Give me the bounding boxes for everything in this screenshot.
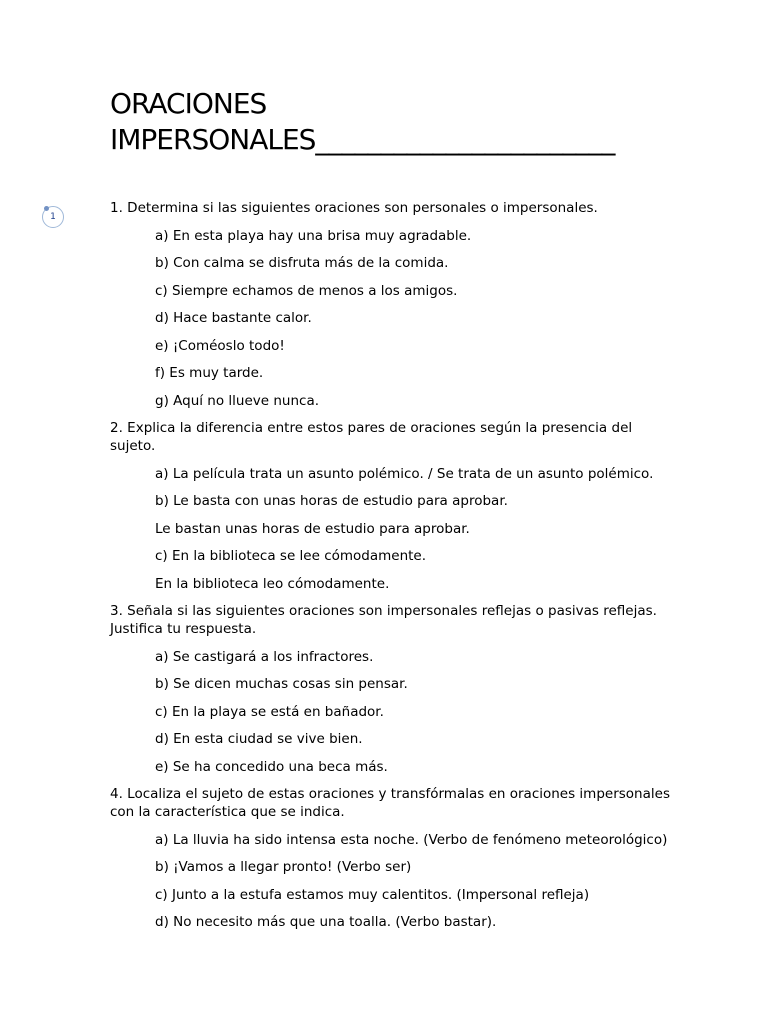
question-3-item: c) En la playa se está en bañador.	[155, 703, 384, 720]
comment-anchor-dot	[44, 206, 49, 211]
question-2-item: En la biblioteca leo cómodamente.	[155, 575, 390, 592]
title-line-2: IMPERSONALES_______________________	[110, 123, 615, 156]
page-title	[110, 86, 614, 158]
question-1-item: b) Con calma se disfruta más de la comida.	[155, 255, 449, 271]
question-3-item: b) Se dicen muchas cosas sin pensar.	[155, 676, 408, 692]
question-1-item: f) Es muy tarde.	[155, 365, 264, 381]
question-2-item: c) En la biblioteca se lee cómodamente.	[155, 548, 427, 564]
question-4-item: c) Junto a la estufa estamos muy calentitos. (Impersonal refleja)	[155, 886, 590, 903]
question-1: 1. Determina si las siguientes oraciones son personales o impersonales.	[110, 200, 598, 216]
exercise-list	[110, 199, 670, 941]
question-1-item: d) Hace bastante calor.	[155, 310, 312, 326]
question-1-item: a) En esta playa hay una brisa muy agradable.	[155, 227, 472, 244]
question-3-item: e) Se ha concedido una beca más.	[155, 758, 388, 775]
title-line-1: ORACIONES	[110, 87, 267, 120]
question-2-item: b) Le basta con unas horas de estudio para aprobar.	[155, 493, 508, 509]
question-1-item: g) Aquí no llueve nunca.	[155, 392, 320, 409]
question-3-item: d) En esta ciudad se vive bien.	[155, 731, 363, 747]
question-2-item: Le bastan unas horas de estudio para aprobar.	[155, 520, 470, 537]
question-3-item: a) Se castigará a los infractores.	[155, 648, 374, 665]
question-4: 4. Localiza el sujeto de estas oraciones y transfórmalas en oraciones impersonales con la característica que se indica.	[110, 786, 670, 820]
comment-marker[interactable]: 1	[42, 206, 64, 228]
question-4-item: d) No necesito más que una toalla. (Verbo bastar).	[155, 914, 497, 930]
question-1-item: e) ¡Coméoslo todo!	[155, 337, 285, 354]
question-1-item: c) Siempre echamos de menos a los amigos.	[155, 282, 458, 299]
question-2: 2. Explica la diferencia entre estos pares de oraciones según la presencia del sujeto.	[110, 420, 633, 454]
question-4-item: a) La lluvia ha sido intensa esta noche. (Verbo de fenómeno meteorológico)	[155, 831, 668, 848]
question-4-item: b) ¡Vamos a llegar pronto! (Verbo ser)	[155, 859, 412, 875]
question-3: 3. Señala si las siguientes oraciones son impersonales reflejas o pasivas reflejas. Justifica tu respuesta.	[110, 603, 657, 637]
question-2-item: a) La película trata un asunto polémico. / Se trata de un asunto polémico.	[155, 465, 654, 482]
